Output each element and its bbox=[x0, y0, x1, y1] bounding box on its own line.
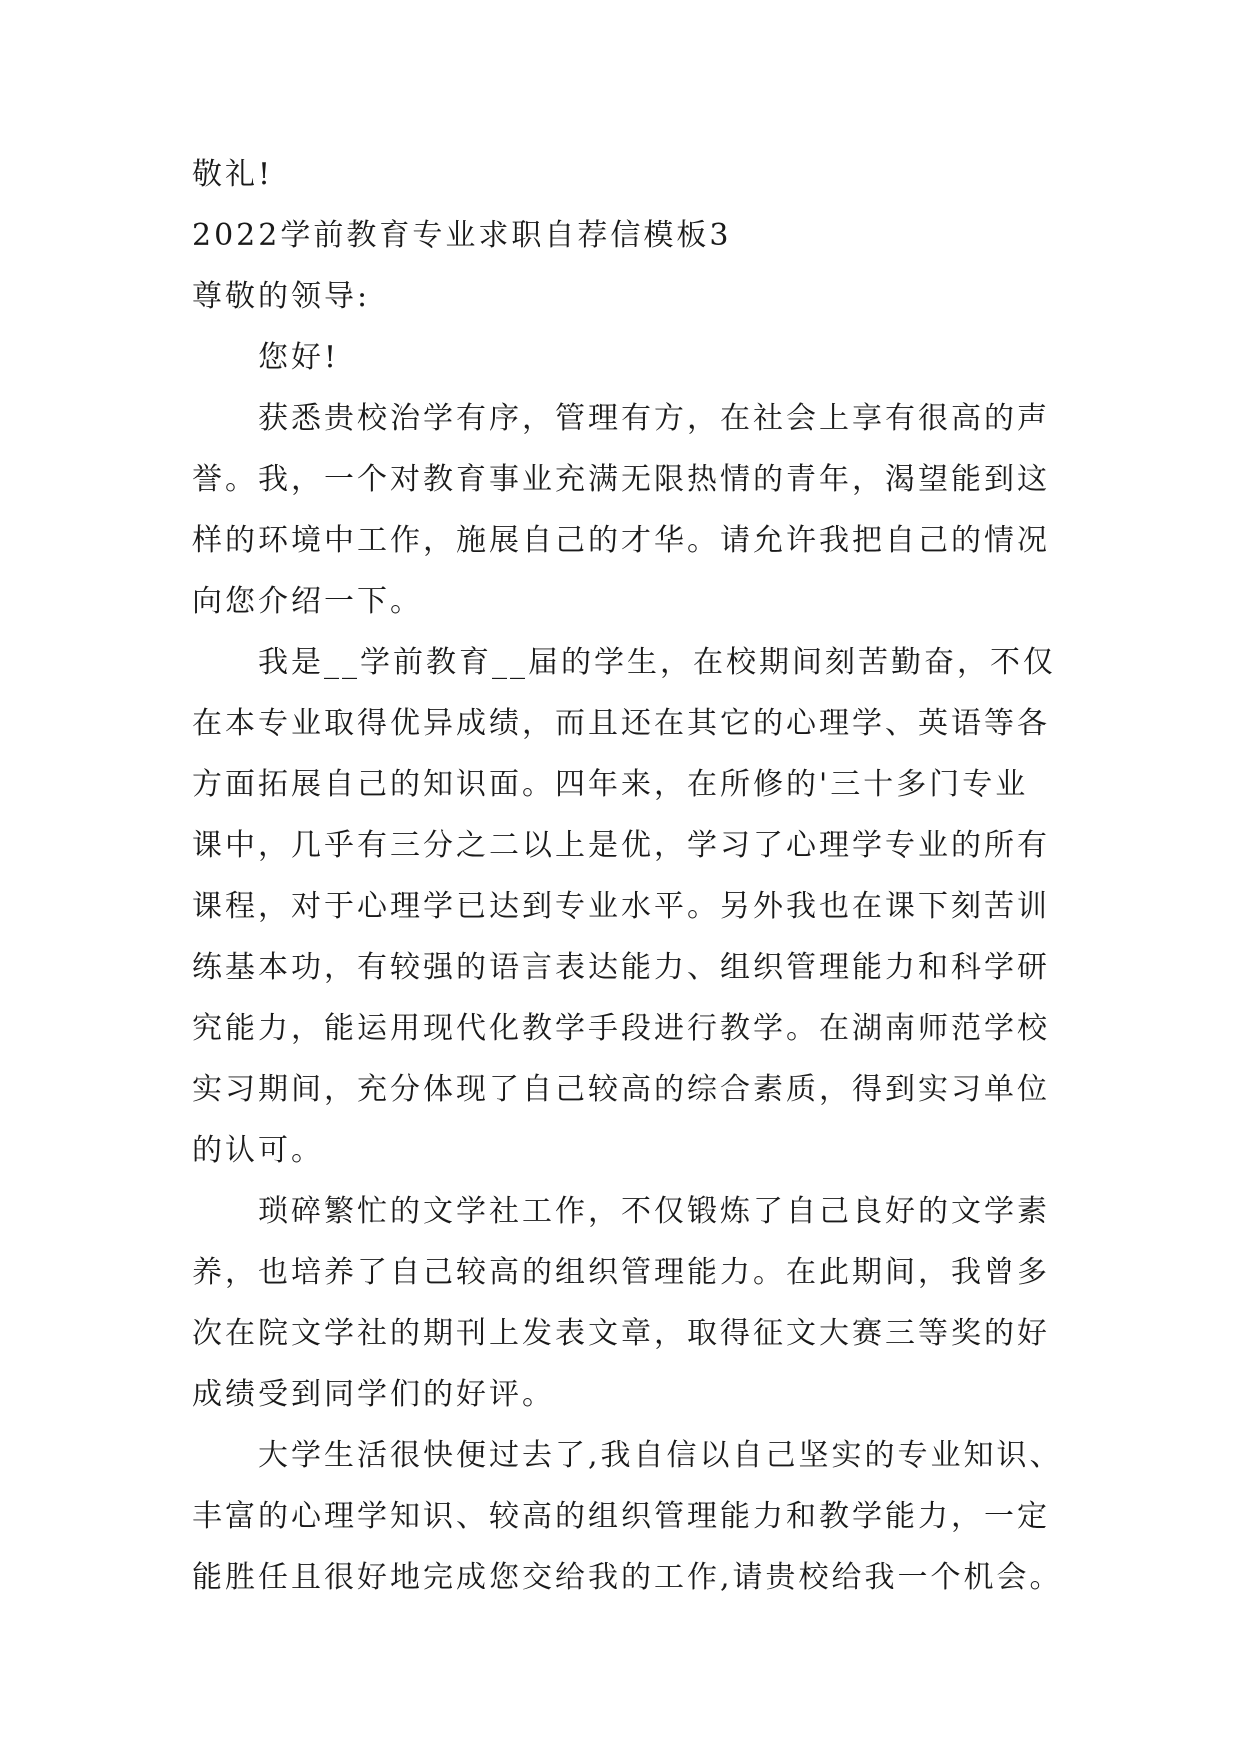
paragraph-line: 成绩受到同学们的好评。 bbox=[192, 1377, 555, 1412]
salutation-line: 尊敬的领导: bbox=[192, 279, 371, 314]
paragraph-line: 样的环境中工作，施展自己的才华。请允许我把自己的情况 bbox=[192, 523, 1050, 558]
paragraph-line: 获悉贵校治学有序，管理有方，在社会上享有很高的声 bbox=[258, 401, 1050, 436]
paragraph-line: 丰富的心理学知识、较高的组织管理能力和教学能力，一定 bbox=[192, 1499, 1050, 1534]
paragraph-line: 课程，对于心理学已达到专业水平。另外我也在课下刻苦训 bbox=[192, 889, 1050, 924]
letter-title: 2022学前教育专业求职自荐信模板3 bbox=[192, 218, 732, 253]
paragraph-line: 实习期间，充分体现了自己较高的综合素质，得到实习单位 bbox=[192, 1072, 1050, 1107]
paragraph-line: 究能力，能运用现代化教学手段进行教学。在湖南师范学校 bbox=[192, 1011, 1050, 1046]
greeting-line: 您好! bbox=[258, 340, 340, 375]
paragraph-2 bbox=[192, 646, 1056, 1168]
paragraph-line: 琐碎繁忙的文学社工作，不仅锻炼了自己良好的文学素 bbox=[258, 1194, 1050, 1229]
paragraph-line: 在本专业取得优异成绩，而且还在其它的心理学、英语等各 bbox=[192, 706, 1050, 741]
closing-line: 敬礼! bbox=[192, 157, 274, 192]
paragraph-1 bbox=[192, 402, 1056, 619]
paragraph-line: 课中，几乎有三分之二以上是优，学习了心理学专业的所有 bbox=[192, 828, 1050, 863]
paragraph-line: 向您介绍一下。 bbox=[192, 584, 423, 619]
paragraph-line: 大学生活很快便过去了,我自信以自己坚实的专业知识、 bbox=[258, 1438, 1063, 1473]
paragraph-4 bbox=[192, 1438, 1063, 1595]
paragraph-3 bbox=[192, 1195, 1056, 1412]
paragraph-line: 能胜任且很好地完成您交给我的工作,请贵校给我一个机会。 bbox=[192, 1560, 1063, 1595]
paragraph-line: 的认可。 bbox=[192, 1133, 324, 1168]
paragraph-line: 养，也培养了自己较高的组织管理能力。在此期间，我曾多 bbox=[192, 1255, 1050, 1290]
letter-body bbox=[192, 157, 1063, 1622]
paragraph-line: 练基本功，有较强的语言表达能力、组织管理能力和科学研 bbox=[192, 950, 1050, 985]
paragraph-line: 誉。我，一个对教育事业充满无限热情的青年，渴望能到这 bbox=[192, 462, 1050, 497]
paragraph-line: 次在院文学社的期刊上发表文章，取得征文大赛三等奖的好 bbox=[192, 1316, 1050, 1351]
paragraph-line: 我是__学前教育__届的学生，在校期间刻苦勤奋，不仅 bbox=[258, 645, 1056, 680]
paragraph-line: 方面拓展自己的知识面。四年来，在所修的'三十多门专业 bbox=[192, 767, 1029, 802]
